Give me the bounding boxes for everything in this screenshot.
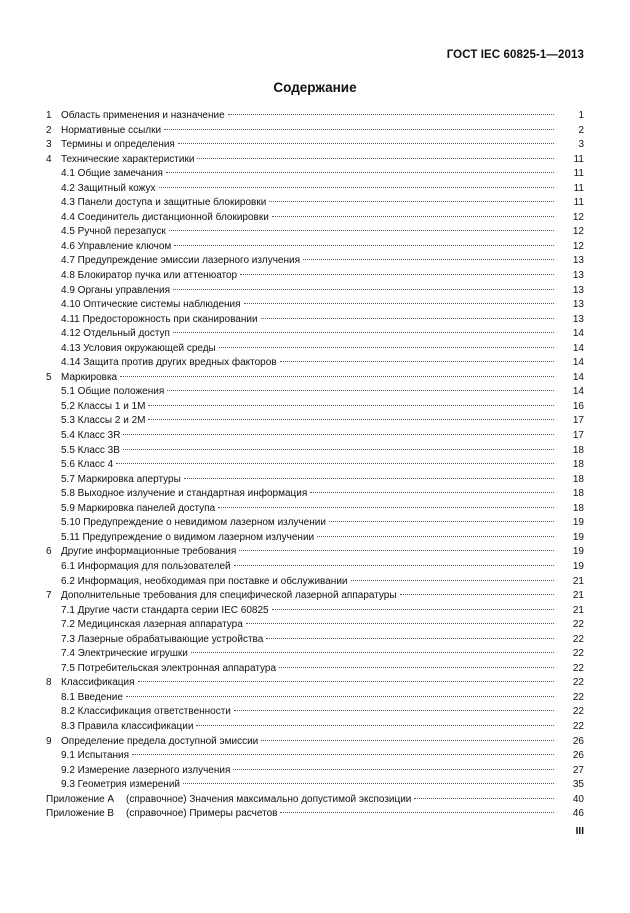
toc-page-number: 13 [572,299,584,311]
dot-leader [218,507,554,508]
dot-leader [219,347,554,348]
toc-title: 5.2 Классы 1 и 1М [61,400,146,412]
dot-leader [351,580,555,581]
dot-leader [244,303,554,304]
toc-section[interactable] [46,371,584,386]
dot-leader [269,201,554,202]
dot-leader [123,434,554,435]
toc-title: 5.8 Выходное излучение и стандартная информация [61,488,308,500]
dot-leader [173,289,554,290]
toc-page-number: 19 [572,531,584,543]
toc-page-number: 14 [572,328,584,340]
dot-leader [303,259,554,260]
toc-subsection[interactable] [46,167,584,182]
toc-page-number: 19 [572,517,584,529]
dot-leader [266,638,554,639]
toc-title: 4.2 Защитный кожух [61,182,156,194]
toc-subsection[interactable] [46,647,584,662]
toc-number: 1 [46,110,52,121]
toc-number: 7 [46,590,52,602]
dot-leader [138,681,554,682]
toc-page-number: 35 [572,779,584,791]
dot-leader [191,652,554,653]
dot-leader [184,478,554,479]
toc-title: 5.4 Класс 3R [61,430,121,442]
toc-title: Область применения и назначение [61,110,225,121]
dot-leader [169,230,554,231]
toc-page-number: 22 [572,662,584,674]
toc-page-number: 11 [573,182,584,194]
toc-title: 9.3 Геометрия измерений [61,779,180,791]
dot-leader [272,216,554,217]
dot-leader [279,667,554,668]
toc-page-number: 18 [572,502,584,514]
dot-leader [196,725,554,726]
dot-leader [173,332,554,333]
toc-title: 5.1 Общие положения [61,386,165,398]
toc-appendix[interactable] [46,793,584,808]
toc-subsection[interactable] [46,691,584,706]
toc-page-number: 11 [573,197,584,209]
toc-page-number: 12 [572,226,584,238]
toc-page-number: 27 [572,764,584,776]
toc-page-number: 21 [572,590,584,602]
toc-page-number: 22 [572,677,584,689]
toc-title: 5.11 Предупреждение о видимом лазерном излучении [61,531,315,543]
toc-title: Дополнительные требования для специфической лазерной аппаратуры [61,590,397,602]
page-header: ГОСТ IEC 60825-1—2013 [446,49,584,61]
toc-number: 2 [46,124,52,136]
toc-title: 8.1 Введение [61,691,123,703]
dot-leader [233,769,554,770]
dot-leader [164,129,554,130]
dot-leader [148,405,554,406]
toc-page-number: 13 [572,255,584,267]
toc-subsection[interactable] [46,429,584,444]
toc-title: 5.7 Маркировка апертуры [61,473,181,485]
dot-leader [261,740,554,741]
toc-subsection[interactable] [46,444,584,459]
toc-section[interactable] [46,545,584,560]
toc-page-number: 26 [572,735,584,747]
toc-page-number: 17 [572,430,584,442]
toc-section[interactable] [46,676,584,691]
toc-title: Технические характеристики [61,153,195,165]
toc-subsection[interactable] [46,342,584,357]
table-of-contents [46,109,584,822]
dot-leader [116,463,554,464]
toc-subsection[interactable] [46,487,584,502]
toc-title: 5.6 Класс 4 [61,459,114,471]
toc-subsection[interactable] [46,211,584,226]
dot-leader [400,594,554,595]
toc-page-number: 26 [572,750,584,762]
toc-section[interactable] [46,153,584,168]
toc-page-number: 17 [572,415,584,427]
dot-leader [132,754,554,755]
toc-title: 5.10 Предупреждение о невидимом лазерном излучении [61,517,326,529]
toc-page-number: 13 [572,270,584,282]
toc-title: 7.4 Электрические игрушки [61,648,188,660]
toc-title: 6.2 Информация, необходимая при поставке и обслуживании [61,575,348,587]
toc-number: 8 [46,677,52,689]
toc-subsection[interactable] [46,778,584,793]
toc-page-number: 22 [572,720,584,732]
toc-page-number: 1 [578,110,584,121]
toc-title: Маркировка [61,371,118,383]
toc-page-number: 18 [572,488,584,500]
toc-title: 4.5 Ручной перезапуск [61,226,166,238]
toc-title: 9.2 Измерение лазерного излучения [61,764,231,776]
toc-subsection[interactable] [46,458,584,473]
toc-title: Определение предела доступной эмиссии [61,735,259,747]
toc-page-number: 22 [572,706,584,718]
toc-subsection[interactable] [46,720,584,735]
toc-appendix[interactable] [46,807,584,822]
toc-subsection[interactable] [46,502,584,517]
toc-title: Классификация [61,677,135,689]
toc-subsection[interactable] [46,313,584,328]
toc-page-number: 11 [573,168,584,180]
toc-subsection[interactable] [46,182,584,197]
toc-section[interactable] [46,138,584,153]
toc-subsection[interactable] [46,414,584,429]
toc-title: 5.5 Класс 3В [61,444,120,456]
dot-leader [317,536,554,537]
toc-title: 8.2 Классификация ответственности [61,706,231,718]
dot-leader [126,696,554,697]
toc-subsection[interactable] [46,356,584,371]
toc-subsection[interactable] [46,225,584,240]
page-title: Содержание [273,80,357,95]
toc-page-number: 14 [572,357,584,369]
dot-leader [329,521,554,522]
toc-title: 4.8 Блокиратор пучка или аттенюатор [61,270,238,282]
dot-leader [120,376,554,377]
toc-title: 4.7 Предупреждение эмиссии лазерного излучения [61,255,300,267]
toc-page-number: 14 [572,386,584,398]
toc-subsection[interactable] [46,749,584,764]
dot-leader [197,158,554,159]
page-number: III [575,826,584,837]
toc-title: 7.3 Лазерные обрабатывающие устройства [61,633,264,645]
toc-title: 4.1 Общие замечания [61,168,163,180]
dot-leader [280,812,554,813]
dot-leader [123,449,554,450]
toc-title: 5.3 Классы 2 и 2М [61,415,146,427]
dot-leader [234,565,554,566]
toc-page-number: 11 [573,153,584,165]
toc-page-number: 22 [572,633,584,645]
toc-title: 4.9 Органы управления [61,284,171,296]
dot-leader [228,114,554,115]
dot-leader [166,172,554,173]
toc-subsection[interactable] [46,254,584,269]
dot-leader [234,710,554,711]
toc-page-number: 40 [572,793,584,805]
toc-page-number: 12 [572,240,584,252]
toc-page-number: 14 [572,342,584,354]
toc-title: 7.2 Медицинская лазерная аппаратура [61,619,243,631]
dot-leader [183,783,554,784]
toc-title: Другие информационные требования [61,546,237,558]
toc-title: Нормативные ссылки [61,124,162,136]
toc-page-number: 19 [572,546,584,558]
toc-subsection[interactable] [46,196,584,211]
toc-subsection[interactable] [46,473,584,488]
toc-page-number: 22 [572,619,584,631]
toc-page-number: 14 [572,371,584,383]
toc-subsection[interactable] [46,604,584,619]
toc-title: 7.1 Другие части стандарта серии IEC 60825 [61,604,269,616]
toc-title: 8.3 Правила классификации [61,720,194,732]
toc-section[interactable] [46,589,584,604]
toc-subsection[interactable] [46,560,584,575]
toc-page-number: 18 [572,473,584,485]
dot-leader [240,274,554,275]
toc-page-number: 3 [578,139,584,151]
toc-subsection[interactable] [46,705,584,720]
toc-title: 5.9 Маркировка панелей доступа [61,502,216,514]
toc-page-number: 12 [572,211,584,223]
dot-leader [246,623,554,624]
toc-section[interactable] [46,124,584,139]
toc-title: 6.1 Информация для пользователей [61,560,231,572]
toc-title: 4.14 Защита против других вредных факторов [61,357,277,369]
dot-leader [167,390,554,391]
toc-title: 4.3 Панели доступа и защитные блокировки [61,197,267,209]
dot-leader [414,798,554,799]
toc-subsection[interactable] [46,400,584,415]
toc-page-number: 18 [572,459,584,471]
dot-leader [148,419,554,420]
toc-title: 4.11 Предосторожность при сканировании [61,313,258,325]
toc-subsection[interactable] [46,284,584,299]
toc-title: 4.4 Соединитель дистанционной блокировки [61,211,269,223]
dot-leader [239,550,554,551]
dot-leader [280,361,554,362]
toc-page-number: 13 [572,284,584,296]
toc-subsection[interactable] [46,516,584,531]
toc-subsection[interactable] [46,633,584,648]
toc-number: 9 [46,735,52,747]
dot-leader [272,609,554,610]
toc-page-number: 21 [572,604,584,616]
toc-title: 9.1 Испытания [61,750,130,762]
toc-page-number: 19 [572,560,584,572]
toc-subsection[interactable] [46,298,584,313]
dot-leader [310,492,554,493]
dot-leader [261,318,554,319]
toc-section[interactable] [46,109,584,124]
toc-subsection[interactable] [46,531,584,546]
dot-leader [174,245,554,246]
toc-subsection[interactable] [46,764,584,779]
appendix-title: (справочное) Примеры расчетов [126,808,278,820]
toc-page-number: 16 [572,400,584,412]
toc-page-number: 22 [572,648,584,660]
appendix-label: Приложение А [46,793,115,805]
toc-page-number: 46 [572,808,584,820]
toc-subsection[interactable] [46,240,584,255]
toc-subsection[interactable] [46,575,584,590]
toc-page-number: 21 [572,575,584,587]
toc-title: Термины и определения [61,139,175,151]
toc-page-number: 22 [572,691,584,703]
toc-title: 4.6 Управление ключом [61,240,172,252]
toc-subsection[interactable] [46,269,584,284]
appendix-title: (справочное) Значения максимально допустимой экспозиции [126,793,412,805]
toc-subsection[interactable] [46,327,584,342]
toc-number: 3 [46,139,52,151]
toc-number: 5 [46,371,52,383]
toc-title: 4.13 Условия окружающей среды [61,342,216,354]
toc-subsection[interactable] [46,662,584,677]
toc-title: 4.10 Оптические системы наблюдения [61,299,241,311]
toc-page-number: 2 [578,124,584,136]
toc-subsection[interactable] [46,385,584,400]
toc-title: 4.12 Отдельный доступ [61,328,170,340]
toc-title: 7.5 Потребительская электронная аппаратура [61,662,277,674]
toc-number: 6 [46,546,52,558]
dot-leader [159,187,555,188]
toc-number: 4 [46,153,52,165]
toc-page-number: 13 [572,313,584,325]
toc-subsection[interactable] [46,618,584,633]
toc-section[interactable] [46,735,584,750]
appendix-label: Приложение В [46,808,115,820]
toc-page-number: 18 [572,444,584,456]
dot-leader [178,143,554,144]
